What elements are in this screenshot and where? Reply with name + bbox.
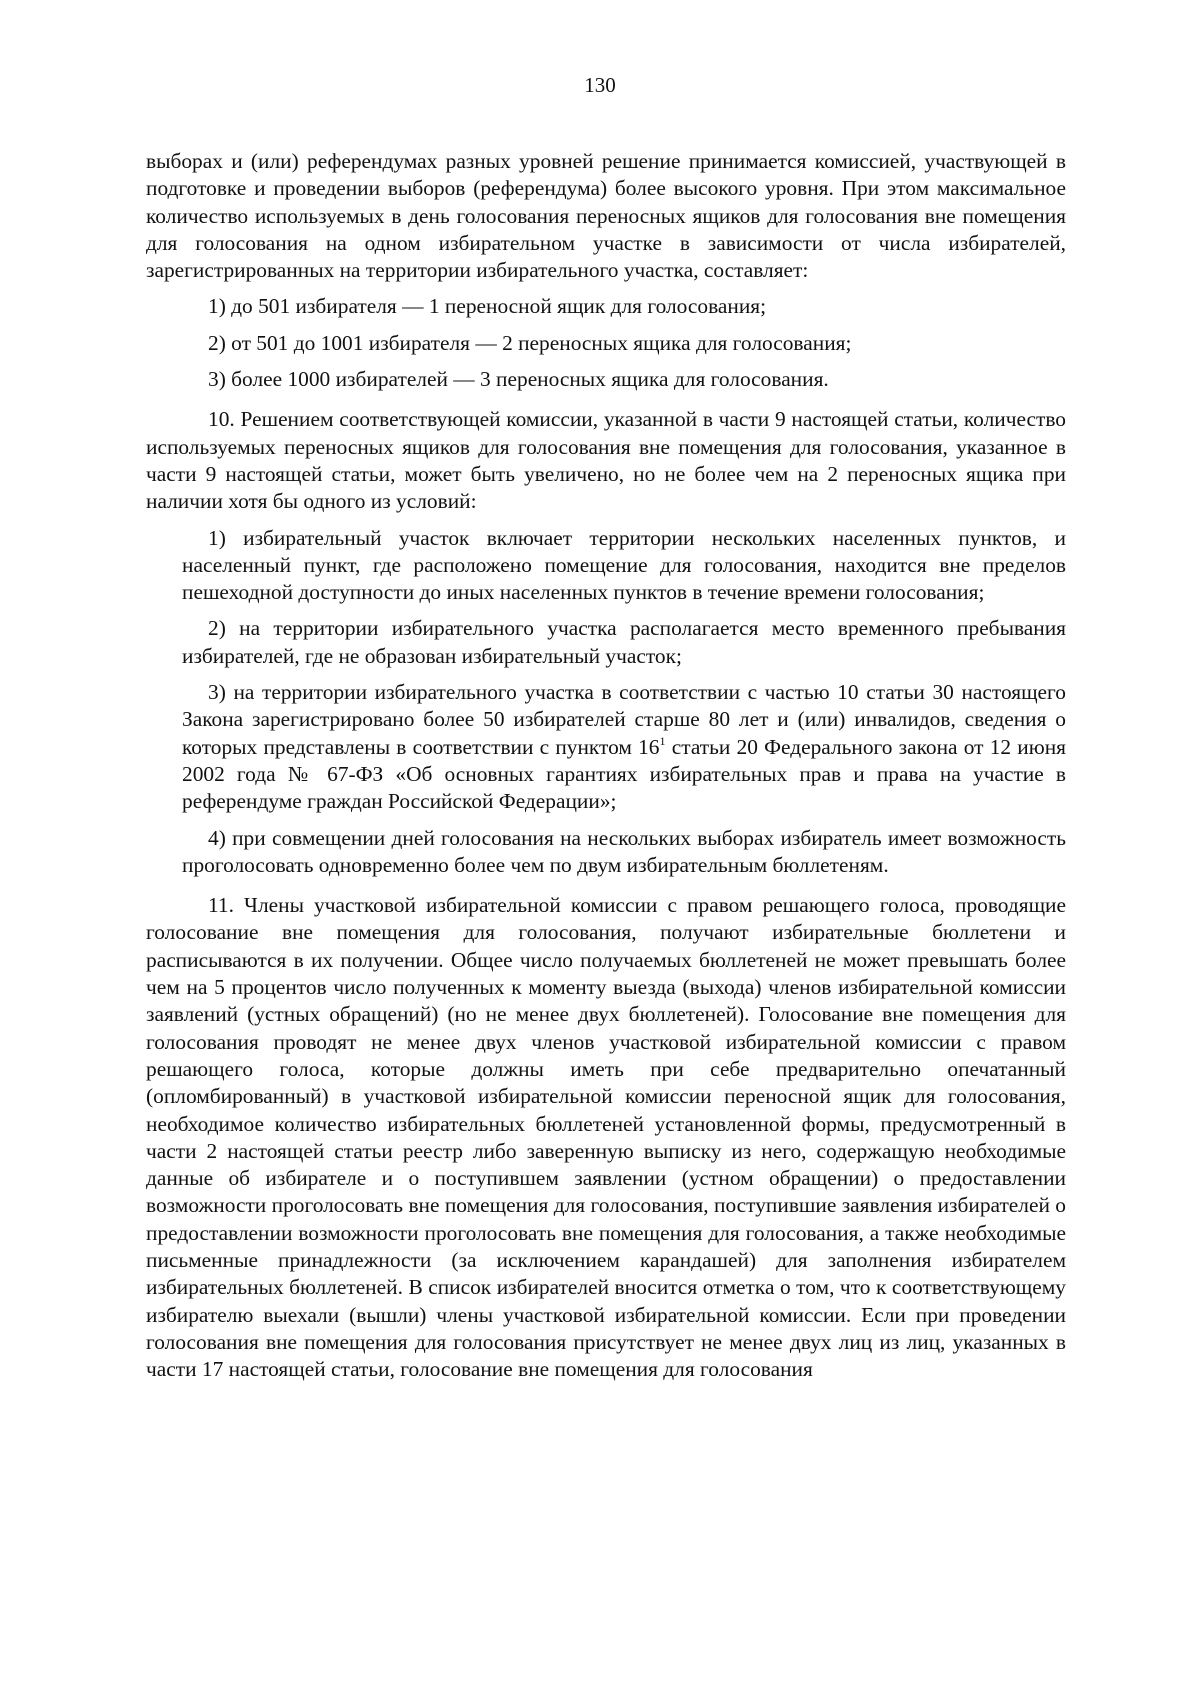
part-11-paragraph: 11. Члены участковой избирательной комиссии с правом решающего голоса, проводящие голосование вне помещения для голосования, получают избирательные бюллетени и расписываются в их получении. Общее число получаемых бюллетеней не может превышать более чем на 5 процентов число полученных к моменту выезда (выхода) членов избирательной комиссии заявлений (устных обращений) (но не менее двух бюллетеней). Голосование вне помещения для голосования проводят не менее двух членов участковой избирательной комиссии с правом решающего голоса, которые должны иметь при себе предварительно опечатанный (опломбированный) в участковой избирательной комиссии переносной ящик для голосования, необходимое количество избирательных бюллетеней установленной формы, предусмотренный в части 2 настоящей статьи реестр либо заверенную выписку из него, содержащую необходимые данные об избирателе и о поступившем заявлении (устном обращении) о предоставлении возможности проголосовать вне помещения для голосования, поступившие заявления избирателей о предоставлении возможности проголосовать вне помещения для голосования, а также необходимые письменные принадлежности (за исключением карандашей) для заполнения избирателем избирательных бюллетеней. В список избирателей вносится отметка о том, что к соответствующему избирателю выехали (вышли) члены участковой избирательной комиссии. Если при проведении голосования вне помещения для голосования присутствует не менее двух лиц из лиц, указанных в части 17 настоящей статьи, голосование вне помещения для голосования <box>146 893 1066 1382</box>
condition-3-text-end: статьи 20 Федерального закона от 12 июня 2002 года № 67-ФЗ «Об основных гарантиях избирательных прав и права на участие в референдуме граждан Российской Федерации»; <box>182 734 1067 814</box>
document-body <box>146 148 1066 1383</box>
limit-item-3: 3) более 1000 избирателей — 3 переносных ящика для голосования. <box>208 367 829 392</box>
page-number: 130 <box>584 73 616 97</box>
condition-3 <box>146 679 1066 815</box>
intro-paragraph: выборах и (или) референдумах разных уровней решение принимается комиссией, участвующей в подготовке и проведении выборов (референдума) более высокого уровня. При этом максимальное количество используемых в день голосования переносных ящиков для голосования вне помещения для голосования на одном избирательном участке в зависимости от числа избирателей, зарегистрированных на территории избирательного участка, составляет: <box>146 149 1066 283</box>
condition-1: 1) избирательный участок включает территории нескольких населенных пунктов, и населенный пункт, где расположено помещение для голосования, находится вне пределов пешеходной доступности до иных населенных пунктов в течение времени голосования; <box>182 525 1066 605</box>
limit-item-1: 1) до 501 избирателя — 1 переносной ящик для голосования; <box>208 294 767 319</box>
condition-4: 4) при совмещении дней голосования на нескольких выборах избиратель имеет возможность проголосовать одновременно более чем по двум избирательным бюллетеням. <box>182 825 1066 877</box>
condition-2: 2) на территории избирательного участка располагается место временного пребывания избирателей, где не образован избирательный участок; <box>182 616 1066 668</box>
limit-item-2: 2) от 501 до 1001 избирателя — 2 переносных ящика для голосования; <box>208 330 852 355</box>
condition-3-text-start: 3) на территории избирательного участка в соответствии с частью 10 статьи 30 настоящего Закона зарегистрировано более 50 избирателей старше 80 лет и (или) инвалидов, сведения о которых представлены в соответствии с пунктом 16 <box>182 680 1066 759</box>
footnote-superscript: 1 <box>659 733 666 748</box>
part-10-paragraph: 10. Решением соответствующей комиссии, указанной в части 9 настоящей статьи, количество используемых переносных ящиков для голосования вне помещения для голосования, указанное в части 9 настоящей статьи, может быть увеличено, но не более чем на 2 переносных ящика при наличии хотя бы одного из условий: <box>146 407 1066 514</box>
